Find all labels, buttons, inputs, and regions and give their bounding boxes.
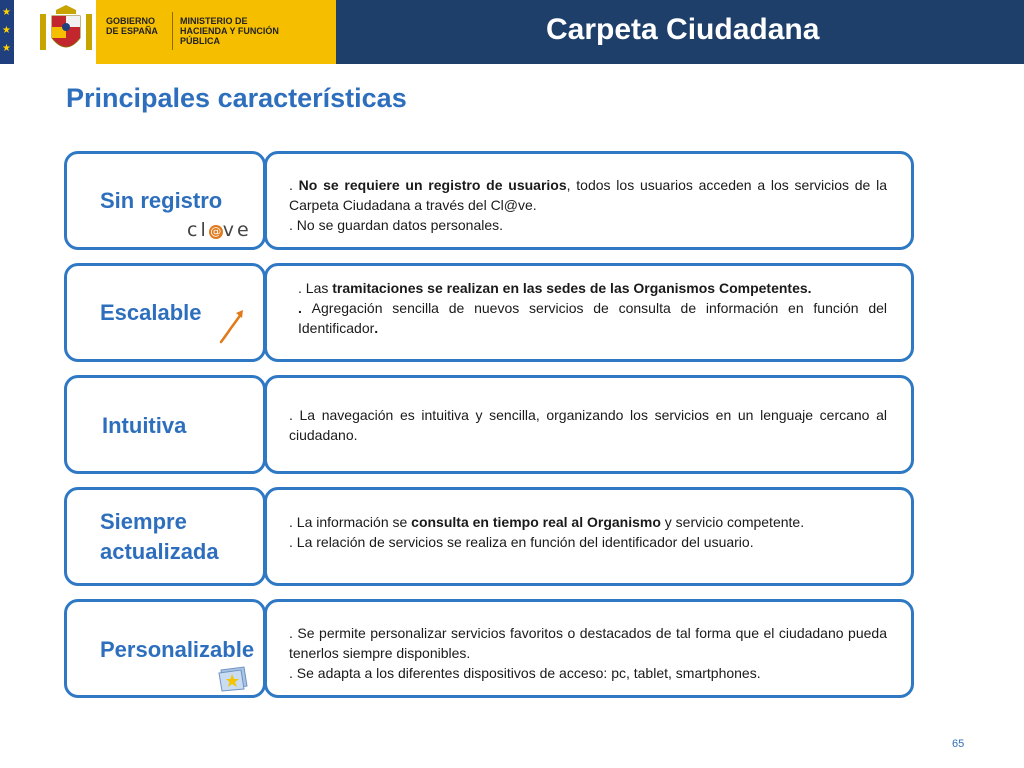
description-bold-run: . [374,320,379,336]
description-text-run: . La relación de servicios se realiza en función del identificador del usuario. [289,534,754,550]
slide-header [0,0,1024,64]
description-bold-run: tramitaciones se realizan en las sedes de las Organismos Competentes. [332,280,812,296]
favorite-star-icon [217,664,249,692]
feature-label-box [64,263,266,362]
description-text-run: y servicio competente. [660,514,805,530]
description-text-run: . Se adapta a los diferentes dispositivos de acceso: pc, tablet, smartphones. [289,665,761,681]
eu-star-icon: ★ [2,25,11,36]
description-text-run: . Se permite personalizar servicios favoritos o destacados de tal forma que el ciudadano pueda tenerlos siempre disponibles. [289,625,887,661]
government-band [96,0,336,64]
description-bold-run: . [298,300,312,316]
description-paragraph [289,215,887,235]
feature-description [289,512,887,552]
feature-label [102,411,186,441]
feature-description-box [264,151,914,250]
eu-star-icon: ★ [2,43,11,54]
growth-arrow-icon [217,306,247,346]
description-text-run: , todos los usuarios acceden a los servicios de la Carpeta Ciudadana a través del Cl@ve. [289,177,887,213]
eu-flag-strip [0,0,14,64]
description-text-run: . Las [298,280,333,296]
description-paragraph [289,532,887,552]
feature-label-box [64,599,266,698]
page-title: Principales características [66,83,407,113]
feature-description-box [264,375,914,474]
app-title: Carpeta Ciudadana [546,13,820,46]
feature-label-box [64,487,266,586]
page-number: 65 [952,738,965,750]
description-paragraph [289,405,887,445]
feature-label-line: Escalable [100,300,202,325]
feature-label-box [64,375,266,474]
description-paragraph [298,298,887,338]
description-paragraph [289,663,887,683]
feature-label [100,186,222,216]
description-text-run: . La información se [289,514,412,530]
gobierno-logo-text: GOBIERNO DE ESPAÑA [106,16,158,36]
spain-coat-of-arms-icon [38,4,94,58]
description-paragraph [298,278,887,298]
feature-description [298,278,887,338]
description-text-run: Agregación sencilla de nuevos servicios de consulta de información en función del Identificador [298,300,887,336]
feature-row-siempre-actualizada [64,487,914,584]
clave-at-badge: @ [210,225,222,238]
feature-label-line: Personalizable [100,637,255,662]
feature-label-line: Sin registro [100,188,223,213]
feature-row-intuitiva [64,375,914,472]
description-bold-run: No se requiere un registro de usuarios [298,177,567,193]
feature-description [289,623,887,683]
feature-description [289,405,887,445]
description-text-run: . La navegación es intuitiva y sencilla, organizando los servicios en un lenguaje cercano al ciudadano. [289,407,887,443]
title-band [336,0,1024,64]
clave-logo-part: ve [222,219,252,241]
band-divider [172,12,173,50]
feature-label-line: actualizada [100,539,219,564]
feature-label-box [64,151,266,250]
description-text-run: . No se guardan datos personales. [289,217,504,233]
description-paragraph [289,623,887,663]
description-text-run: . [289,177,299,193]
description-paragraph [289,175,887,215]
feature-label-line: Intuitiva [102,413,187,438]
description-paragraph [289,512,887,532]
description-bold-run: consulta en tiempo real al Organismo [411,514,661,530]
feature-description [289,175,887,235]
feature-label [100,298,202,328]
feature-description-box [264,263,914,362]
feature-label-line: Siempre [100,509,187,534]
feature-label [100,507,219,567]
feature-label [100,635,254,665]
clave-logo-part: cl [187,219,209,241]
clave-logo-icon [187,220,252,240]
feature-row-personalizable [64,599,914,696]
ministry-text: MINISTERIO DE HACIENDA Y FUNCIÓN PÚBLICA [180,16,279,46]
feature-description-box [264,487,914,586]
feature-row-escalable [64,263,914,360]
feature-description-box [264,599,914,698]
feature-row-sin-registro [64,151,914,248]
eu-star-icon: ★ [2,7,11,18]
